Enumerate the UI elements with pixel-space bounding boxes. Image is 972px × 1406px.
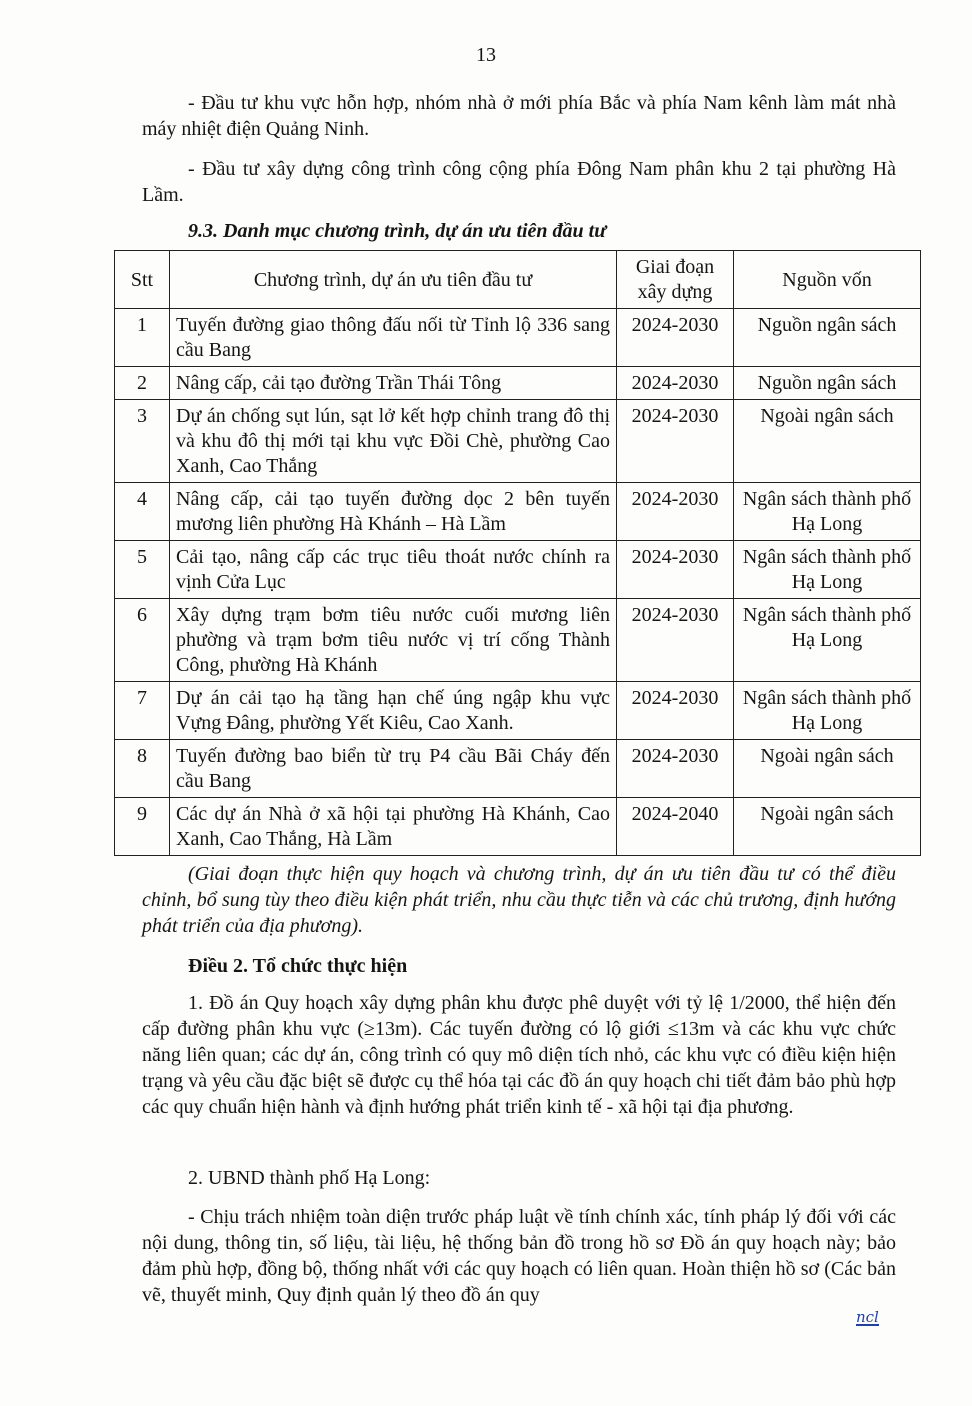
row-period: 2024-2030 (617, 682, 734, 740)
table-row (115, 367, 921, 400)
table-row (115, 599, 921, 682)
table-row (115, 483, 921, 541)
table-note: (Giai đoạn thực hiện quy hoạch và chương trình, dự án ưu tiên đầu tư có thể điều chỉnh, bổ sung tùy theo điều kiện phát triển, nhu cầu thực tiễn và các chủ trương, định hướng phát triển của địa phương). (142, 863, 896, 937)
row-stt: 5 (115, 541, 170, 599)
row-project: Tuyến đường bao biển từ trụ P4 cầu Bãi Cháy đến cầu Bang (170, 740, 617, 798)
row-period: 2024-2030 (617, 599, 734, 682)
header-project: Chương trình, dự án ưu tiên đầu tư (170, 251, 617, 309)
initials-signature: ncl (856, 1308, 879, 1326)
row-period: 2024-2030 (617, 309, 734, 367)
row-source: Nguồn ngân sách (734, 309, 921, 367)
header-stt: Stt (115, 251, 170, 309)
row-stt: 4 (115, 483, 170, 541)
priority-projects-table (114, 250, 921, 856)
row-project: Dự án cải tạo hạ tầng hạn chế úng ngập khu vực Vựng Đâng, phường Yết Kiêu, Cao Xanh. (170, 682, 617, 740)
row-project: Nâng cấp, cải tạo tuyến đường dọc 2 bên tuyến mương liên phường Hà Khánh – Hà Lầm (170, 483, 617, 541)
row-source: Ngân sách thành phố Hạ Long (734, 483, 921, 541)
row-source: Ngân sách thành phố Hạ Long (734, 541, 921, 599)
table-row (115, 740, 921, 798)
row-stt: 3 (115, 400, 170, 483)
header-source: Nguồn vốn (734, 251, 921, 309)
table-header-row (115, 251, 921, 309)
row-stt: 6 (115, 599, 170, 682)
row-period: 2024-2030 (617, 400, 734, 483)
row-stt: 8 (115, 740, 170, 798)
table-row (115, 400, 921, 483)
row-project: Dự án chống sụt lún, sạt lở kết hợp chỉnh trang đô thị và khu đô thị mới tại khu vực Đồi Chè, phường Cao Xanh, Cao Thắng (170, 400, 617, 483)
row-stt: 2 (115, 367, 170, 400)
row-source: Ngoài ngân sách (734, 400, 921, 483)
article-2-paragraph-2: 2. UBND thành phố Hạ Long: (188, 1167, 431, 1189)
row-stt: 7 (115, 682, 170, 740)
intro-paragraph-1: - Đầu tư khu vực hỗn hợp, nhóm nhà ở mới phía Bắc và phía Nam kênh làm mát nhà máy nhiệt điện Quảng Ninh. (142, 92, 896, 140)
row-source: Ngân sách thành phố Hạ Long (734, 599, 921, 682)
table-row (115, 682, 921, 740)
row-project: Xây dựng trạm bơm tiêu nước cuối mương liên phường và trạm bơm tiêu nước vị trí cống Thành Công, phường Hà Khánh (170, 599, 617, 682)
article-2-title: Điều 2. Tổ chức thực hiện (188, 955, 408, 977)
row-project: Tuyến đường giao thông đấu nối từ Tỉnh lộ 336 sang cầu Bang (170, 309, 617, 367)
row-source: Ngân sách thành phố Hạ Long (734, 682, 921, 740)
row-period: 2024-2030 (617, 541, 734, 599)
table-row (115, 309, 921, 367)
row-period: 2024-2030 (617, 367, 734, 400)
row-source: Ngoài ngân sách (734, 740, 921, 798)
article-2-paragraph-1: 1. Đồ án Quy hoạch xây dựng phân khu được phê duyệt với tỷ lệ 1/2000, thể hiện đến cấp đường phân khu vực (≥13m). Các tuyến đường có lộ giới ≤13m và các khu vực chức năng liên quan; các dự án, công trình có quy mô diện tích nhỏ, các khu vực có điều kiện hiện trạng và yêu cầu đặc biệt sẽ được cụ thể hóa tại các đồ án quy hoạch chi tiết đảm bảo phù hợp các quy chuẩn hiện hành và định hướng phát triển kinh tế - xã hội tại địa phương. (142, 992, 896, 1118)
row-period: 2024-2030 (617, 740, 734, 798)
page-number: 13 (476, 44, 496, 66)
row-period: 2024-2030 (617, 483, 734, 541)
row-source: Nguồn ngân sách (734, 367, 921, 400)
row-stt: 9 (115, 798, 170, 856)
intro-paragraph-2: - Đầu tư xây dựng công trình công cộng phía Đông Nam phân khu 2 tại phường Hà Lầm. (142, 158, 896, 206)
table-row (115, 798, 921, 856)
table-row (115, 541, 921, 599)
row-source: Ngoài ngân sách (734, 798, 921, 856)
row-project: Nâng cấp, cải tạo đường Trần Thái Tông (170, 367, 617, 400)
row-project: Cải tạo, nâng cấp các trục tiêu thoát nước chính ra vịnh Cửa Lục (170, 541, 617, 599)
header-period: Giai đoạn xây dựng (617, 251, 734, 309)
row-stt: 1 (115, 309, 170, 367)
section-title: 9.3. Danh mục chương trình, dự án ưu tiên đầu tư (188, 220, 607, 242)
article-2-paragraph-3: - Chịu trách nhiệm toàn diện trước pháp luật về tính chính xác, tính pháp lý đối với các nội dung, thông tin, số liệu, tài liệu, hệ thống bản đồ trong hồ sơ Đồ án quy hoạch này; bảo đảm phù hợp, đồng bộ, thống nhất với các quy hoạch có liên quan. Hoàn thiện hồ sơ (Các bản vẽ, thuyết minh, Quy định quản lý theo đồ án quy (142, 1206, 896, 1306)
row-project: Các dự án Nhà ở xã hội tại phường Hà Khánh, Cao Xanh, Cao Thắng, Hà Lầm (170, 798, 617, 856)
row-period: 2024-2040 (617, 798, 734, 856)
